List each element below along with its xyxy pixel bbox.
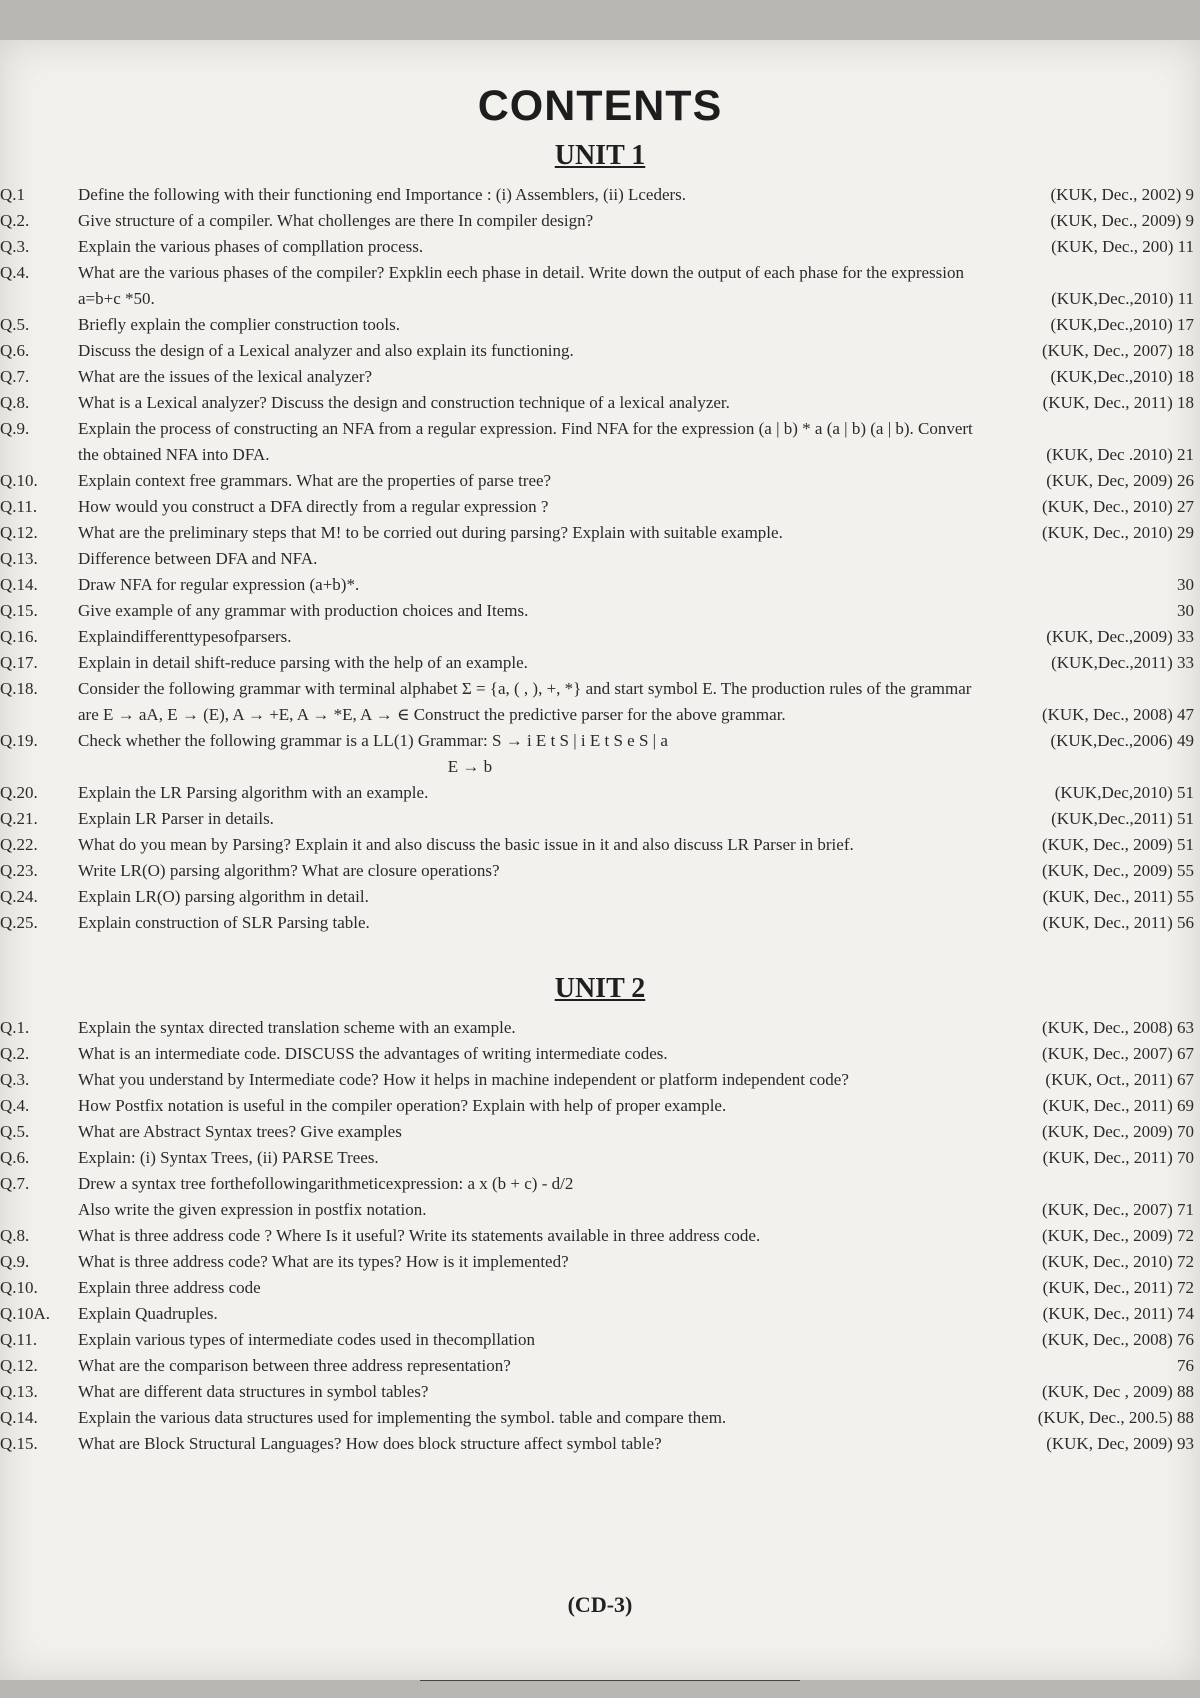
- question-text: Write LR(O) parsing algorithm? What are closure operations?: [78, 861, 500, 880]
- question-number: Q.22.: [0, 835, 38, 854]
- question-text: Explain three address code: [78, 1278, 261, 1297]
- question-entry: [0, 1353, 1200, 1379]
- question-text: What are Abstract Syntax trees? Give examples: [78, 1122, 402, 1141]
- question-text-continued: a=b+c *50.: [78, 289, 155, 308]
- question-number: Q.23.: [0, 861, 38, 880]
- question-body: [78, 1353, 1200, 1379]
- question-reference: 30: [1177, 575, 1194, 594]
- question-number: Q.3.: [0, 237, 30, 256]
- question-text: What are the various phases of the compiler? Expklin eech phase in detail. Write down the output of each phase for the expression: [78, 263, 965, 282]
- grammar-production: E → b: [447, 757, 493, 776]
- question-line: [78, 494, 1194, 520]
- question-reference: (KUK, Dec., 200) 11: [1051, 237, 1194, 256]
- question-entry: [0, 234, 1200, 260]
- question-text: How Postfix notation is useful in the compiler operation? Explain with help of proper example.: [78, 1096, 727, 1115]
- question-line: [78, 390, 1194, 416]
- question-reference: (KUK, Dec., 2007) 18: [1041, 341, 1194, 360]
- question-text: Drew a syntax tree forthefollowingarithmeticexpression: a x (b + c) - d/2: [78, 1174, 574, 1193]
- question-line: [78, 1041, 1194, 1067]
- question-reference: (KUK, Dec., 2011) 70: [1042, 1148, 1194, 1167]
- question-entry: [0, 1327, 1200, 1353]
- question-reference: (KUK, Dec., 2009) 72: [1041, 1226, 1194, 1245]
- question-body: [78, 572, 1200, 598]
- question-body: [78, 1171, 1200, 1223]
- question-text: Explain the LR Parsing algorithm with an example.: [78, 783, 429, 802]
- question-entry: [0, 806, 1200, 832]
- question-reference: (KUK, Dec., 2011) 55: [1042, 887, 1194, 906]
- question-reference: (KUK, Dec., 2011) 56: [1042, 913, 1194, 932]
- question-number: Q.8.: [0, 1226, 30, 1245]
- question-text: What do you mean by Parsing? Explain it and also discuss the basic issue in it and also discuss LR Parser in brief.: [78, 835, 854, 854]
- page-title: CONTENTS: [477, 82, 723, 130]
- question-text: Draw NFA for regular expression (a+b)*.: [78, 575, 360, 594]
- question-entry: [0, 884, 1200, 910]
- question-entry: [0, 858, 1200, 884]
- question-reference: (KUK, Dec., 2011) 74: [1042, 1304, 1194, 1323]
- question-body: [78, 546, 1200, 572]
- question-number: Q.10A.: [0, 1304, 51, 1323]
- unit-2-question-list: [0, 1015, 1200, 1457]
- question-line: [78, 234, 1194, 260]
- question-text: Explain: (i) Syntax Trees, (ii) PARSE Trees.: [78, 1148, 379, 1167]
- question-text: What are the comparison between three address representation?: [78, 1356, 511, 1375]
- question-body: [78, 1119, 1200, 1145]
- question-reference: (KUK, Oct., 2011) 67: [1045, 1070, 1194, 1089]
- question-text: Explain construction of SLR Parsing table.: [78, 913, 370, 932]
- question-body: [78, 338, 1200, 364]
- question-number: Q.15.: [0, 601, 38, 620]
- question-entry: [0, 598, 1200, 624]
- question-entry: [0, 338, 1200, 364]
- question-body: [78, 1041, 1200, 1067]
- question-entry: [0, 468, 1200, 494]
- question-body: [78, 1249, 1200, 1275]
- question-text: What are different data structures in symbol tables?: [78, 1382, 429, 1401]
- question-text: What is three address code? What are its types? How is it implemented?: [78, 1252, 569, 1271]
- question-line: [78, 702, 1194, 728]
- question-number: Q.16.: [0, 627, 38, 646]
- question-text: Explain LR Parser in details.: [78, 809, 274, 828]
- question-number: Q.1: [0, 185, 26, 204]
- question-body: [78, 494, 1200, 520]
- question-number: Q.13.: [0, 549, 38, 568]
- question-number: Q.8.: [0, 393, 30, 412]
- question-text: Briefly explain the complier construction tools.: [78, 315, 400, 334]
- question-line: [78, 1275, 1194, 1301]
- question-text: Consider the following grammar with terminal alphabet Σ = {a, ( , ), +, *} and start symbol E. The production rules of the grammar: [78, 679, 972, 698]
- question-text: Give structure of a compiler. What chollenges are there In compiler design?: [78, 211, 594, 230]
- question-reference: (KUK, Dec.,2009) 33: [1046, 627, 1194, 646]
- question-line: [78, 546, 1194, 572]
- question-line: [78, 572, 1194, 598]
- question-reference: (KUK, Dec., 2011) 69: [1042, 1096, 1194, 1115]
- question-number: Q.2.: [0, 211, 30, 230]
- question-entry: [0, 208, 1200, 234]
- question-text: What are the preliminary steps that M! to be corried out during parsing? Explain with suitable example.: [78, 523, 783, 542]
- question-number: Q.2.: [0, 1044, 30, 1063]
- question-line: [78, 1353, 1194, 1379]
- question-line: [78, 1067, 1194, 1093]
- question-entry: [0, 260, 1200, 312]
- question-body: [78, 910, 1200, 936]
- question-line: [78, 650, 1194, 676]
- question-line: [78, 728, 1194, 754]
- question-number: Q.17.: [0, 653, 38, 672]
- question-body: [78, 1145, 1200, 1171]
- question-body: [78, 676, 1200, 728]
- question-number: Q.9.: [0, 1252, 30, 1271]
- question-line: [78, 1301, 1194, 1327]
- question-text-continued: are E → aA, E → (E), A → +E, A → *E, A → ∈ Construct the predictive parser for the above grammar.: [78, 705, 786, 724]
- question-body: [78, 390, 1200, 416]
- question-line: [78, 1119, 1194, 1145]
- question-number: Q.10.: [0, 1278, 38, 1297]
- question-reference: (KUK, Dec., 2010) 27: [1041, 497, 1194, 516]
- question-number: Q.3.: [0, 1070, 30, 1089]
- question-number: Q.10.: [0, 471, 38, 490]
- question-entry: [0, 832, 1200, 858]
- question-text: Explain the process of constructing an NFA from a regular expression. Find NFA for the expression (a | b) * a (a | b) (a | b). Convert: [78, 419, 973, 438]
- question-body: [78, 468, 1200, 494]
- question-body: [78, 520, 1200, 546]
- question-reference: [1004, 546, 1194, 572]
- question-entry: [0, 1301, 1200, 1327]
- question-reference: (KUK, Dec., 2011) 72: [1042, 1278, 1194, 1297]
- question-reference: (KUK, Dec., 2007) 67: [1041, 1044, 1194, 1063]
- question-body: [78, 416, 1200, 468]
- question-text: Explain LR(O) parsing algorithm in detail.: [78, 887, 369, 906]
- question-entry: [0, 1067, 1200, 1093]
- question-number: Q.18.: [0, 679, 38, 698]
- question-line: [78, 1197, 1194, 1223]
- question-body: [78, 598, 1200, 624]
- question-entry: [0, 546, 1200, 572]
- question-body: [78, 208, 1200, 234]
- question-body: [78, 234, 1200, 260]
- unit-2-heading: UNIT 2: [554, 973, 646, 1004]
- question-line: [78, 806, 1194, 832]
- question-text: What are Block Structural Languages? How does block structure affect symbol table?: [78, 1434, 662, 1453]
- question-line: [78, 1015, 1194, 1041]
- question-number: Q.14.: [0, 575, 38, 594]
- question-reference: (KUK, Dec., 2008) 76: [1041, 1330, 1194, 1349]
- question-text: What is three address code ? Where Is it useful? Write its statements available in three address code.: [78, 1226, 761, 1245]
- question-body: [78, 364, 1200, 390]
- footer-rule: [420, 1680, 800, 1681]
- question-reference: (KUK, Dec , 2009) 88: [1041, 1382, 1194, 1401]
- question-line: [78, 598, 1194, 624]
- question-reference: (KUK, Dec., 2007) 71: [1041, 1200, 1194, 1219]
- question-number: Q.9.: [0, 419, 30, 438]
- question-reference: (KUK, Dec., 2009) 70: [1041, 1122, 1194, 1141]
- question-reference: (KUK, Dec., 2002) 9: [1050, 185, 1194, 204]
- question-entry: [0, 1275, 1200, 1301]
- question-entry: [0, 1119, 1200, 1145]
- question-body: [78, 312, 1200, 338]
- question-entry: [0, 390, 1200, 416]
- question-body: [78, 624, 1200, 650]
- question-text: Check whether the following grammar is a LL(1) Grammar: S → i E t S | i E t S e S | a: [78, 731, 668, 750]
- question-number: Q.13.: [0, 1382, 38, 1401]
- question-body: [78, 650, 1200, 676]
- question-text: How would you construct a DFA directly from a regular expression ?: [78, 497, 549, 516]
- question-body: [78, 728, 1200, 754]
- question-number: Q.19.: [0, 731, 38, 750]
- question-number: Q.6.: [0, 341, 30, 360]
- question-line: [78, 312, 1194, 338]
- question-entry: [0, 676, 1200, 728]
- question-reference: (KUK, Dec., 2008) 63: [1041, 1018, 1194, 1037]
- question-line: [78, 468, 1194, 494]
- question-entry: [0, 910, 1200, 936]
- question-number: Q.12.: [0, 1356, 38, 1375]
- question-body: [78, 1327, 1200, 1353]
- question-number: Q.11.: [0, 1330, 38, 1349]
- question-entry: [0, 780, 1200, 806]
- question-line: [78, 1327, 1194, 1353]
- question-text: Give example of any grammar with production choices and Items.: [78, 601, 529, 620]
- question-line: [78, 624, 1194, 650]
- question-line: [78, 884, 1194, 910]
- question-line: [78, 1405, 1194, 1431]
- question-line: [78, 364, 1194, 390]
- question-number: Q.4.: [0, 1096, 30, 1115]
- question-reference: 30: [1177, 601, 1194, 620]
- question-reference: (KUK, Dec., 2010) 29: [1041, 523, 1194, 542]
- question-text: Define the following with their functioning end Importance : (i) Assemblers, (ii) Lceders.: [78, 185, 687, 204]
- question-entry: [0, 520, 1200, 546]
- question-body: [78, 1301, 1200, 1327]
- question-entry: [0, 1223, 1200, 1249]
- unit-1-heading: UNIT 1: [554, 140, 646, 171]
- question-reference: (KUK, Dec., 2009) 9: [1050, 211, 1194, 230]
- question-reference: (KUK,Dec.,2006) 49: [1050, 731, 1194, 750]
- question-body: [78, 1431, 1200, 1457]
- question-entry: [0, 1249, 1200, 1275]
- question-line: [78, 208, 1194, 234]
- question-number: Q.20.: [0, 783, 38, 802]
- question-line: [78, 858, 1194, 884]
- question-text: Explaindifferenttypesofparsers.: [78, 627, 292, 646]
- question-text-continued: the obtained NFA into DFA.: [78, 445, 270, 464]
- question-line: [78, 910, 1194, 936]
- question-body: [78, 1275, 1200, 1301]
- question-entry: [0, 650, 1200, 676]
- question-reference: (KUK,Dec,2010) 51: [1054, 783, 1194, 802]
- question-entry: [0, 624, 1200, 650]
- question-entry: [0, 1171, 1200, 1223]
- question-reference: (KUK, Dec., 2009) 51: [1041, 835, 1194, 854]
- question-entry: [0, 1015, 1200, 1041]
- question-reference: (KUK, Dec., 2008) 47: [1041, 705, 1194, 724]
- question-number: Q.4.: [0, 263, 30, 282]
- question-body: [78, 1379, 1200, 1405]
- question-text: What is a Lexical analyzer? Discuss the design and construction technique of a lexical analyzer.: [78, 393, 730, 412]
- question-line: [78, 1249, 1194, 1275]
- question-reference: (KUK, Dec., 2010) 72: [1041, 1252, 1194, 1271]
- question-entry: [0, 364, 1200, 390]
- question-entry: [0, 1145, 1200, 1171]
- question-number: Q.7.: [0, 367, 30, 386]
- question-entry: [0, 728, 1200, 754]
- question-number: Q.5.: [0, 315, 30, 334]
- question-line: [78, 520, 1194, 546]
- question-number: Q.14.: [0, 1408, 38, 1427]
- question-reference: (KUK,Dec.,2010) 11: [1051, 289, 1194, 308]
- question-line: [78, 1145, 1194, 1171]
- question-body: [78, 260, 1200, 312]
- question-body: [78, 884, 1200, 910]
- question-entry: [0, 416, 1200, 468]
- question-entry: [0, 182, 1200, 208]
- question-reference: (KUK, Dec., 200.5) 88: [1037, 1408, 1194, 1427]
- question-body: [78, 1223, 1200, 1249]
- question-reference: (KUK,Dec.,2011) 33: [1051, 653, 1194, 672]
- question-body: [78, 182, 1200, 208]
- question-line: [78, 286, 1194, 312]
- question-body: [78, 1067, 1200, 1093]
- question-number: Q.6.: [0, 1148, 30, 1167]
- question-text-continued: Also write the given expression in postfix notation.: [78, 1200, 427, 1219]
- question-text: Explain the various phases of compllation process.: [78, 237, 424, 256]
- question-entry: [0, 1405, 1200, 1431]
- question-text: What you understand by Intermediate code? How it helps in machine independent or platform independent code?: [78, 1070, 849, 1089]
- question-reference: (KUK, Dec .2010) 21: [1046, 445, 1194, 464]
- question-entry: [0, 494, 1200, 520]
- question-reference: (KUK, Dec., 2009) 55: [1041, 861, 1194, 880]
- question-line: [78, 182, 1194, 208]
- question-text: Explain the syntax directed translation scheme with an example.: [78, 1018, 516, 1037]
- question-text: Discuss the design of a Lexical analyzer and also explain its functioning.: [78, 341, 574, 360]
- question-entry: [0, 1041, 1200, 1067]
- question-text: Explain various types of intermediate codes used in thecompllation: [78, 1330, 535, 1349]
- question-number: Q.24.: [0, 887, 38, 906]
- question-line: [78, 338, 1194, 364]
- question-reference: (KUK,Dec.,2010) 17: [1050, 315, 1194, 334]
- question-entry: [0, 1093, 1200, 1119]
- question-line: [78, 442, 1194, 468]
- question-number: Q.25.: [0, 913, 38, 932]
- question-body: [78, 806, 1200, 832]
- question-text: Explain in detail shift-reduce parsing with the help of an example.: [78, 653, 528, 672]
- question-reference: (KUK,Dec.,2010) 18: [1050, 367, 1194, 386]
- question-text: Explain context free grammars. What are the properties of parse tree?: [78, 471, 552, 490]
- question-entry: [0, 1379, 1200, 1405]
- question-body: [78, 780, 1200, 806]
- question-number: Q.5.: [0, 1122, 30, 1141]
- question-text: Explain Quadruples.: [78, 1304, 218, 1323]
- question-number: Q.15.: [0, 1434, 38, 1453]
- question-line: [78, 1379, 1194, 1405]
- question-line: [78, 780, 1194, 806]
- question-line: [78, 1431, 1194, 1457]
- question-entry: [0, 1431, 1200, 1457]
- question-number: Q.11.: [0, 497, 38, 516]
- question-reference: (KUK, Dec, 2009) 26: [1046, 471, 1194, 490]
- question-line: [78, 832, 1194, 858]
- question-text: Difference between DFA and NFA.: [78, 549, 318, 568]
- question-line: [78, 1223, 1194, 1249]
- question-number: Q.12.: [0, 523, 38, 542]
- question-body: [78, 1405, 1200, 1431]
- question-line: [78, 1093, 1194, 1119]
- question-text: Explain the various data structures used for implementing the symbol. table and compare them.: [78, 1408, 727, 1427]
- question-text: What are the issues of the lexical analyzer?: [78, 367, 373, 386]
- question-number: Q.7.: [0, 1174, 30, 1193]
- question-text: What is an intermediate code. DISCUSS the advantages of writing intermediate codes.: [78, 1044, 668, 1063]
- question-entry: [0, 312, 1200, 338]
- question-reference: 76: [1177, 1356, 1194, 1375]
- unit-1-question-list: [0, 182, 1200, 936]
- question-reference: (KUK, Dec., 2011) 18: [1042, 393, 1194, 412]
- question-body: [78, 1093, 1200, 1119]
- question-reference: (KUK,Dec.,2011) 51: [1051, 809, 1194, 828]
- question-body: [78, 832, 1200, 858]
- page-footer: (CD-3): [567, 1592, 633, 1617]
- question-body: [78, 858, 1200, 884]
- question-number: Q.1.: [0, 1018, 30, 1037]
- question-reference: (KUK, Dec, 2009) 93: [1046, 1434, 1194, 1453]
- question-entry: [0, 572, 1200, 598]
- question-number: Q.21.: [0, 809, 38, 828]
- question-body: [78, 1015, 1200, 1041]
